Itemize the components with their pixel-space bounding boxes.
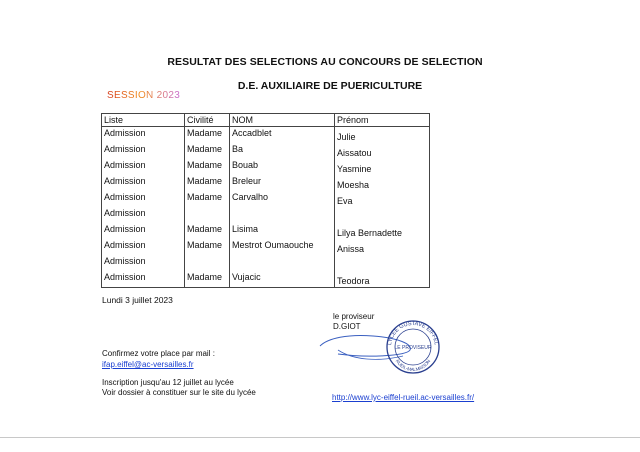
stamp-ring-text: LYCÉE GUSTAVE EIFFEL: [387, 320, 439, 346]
cell-prenom: Anissa: [335, 239, 430, 255]
column-header-civilite: Civilité: [185, 114, 230, 127]
table-body: [102, 127, 430, 288]
cell-civilite: Madame: [185, 127, 230, 144]
confirm-instructions: Confirmez votre place par mail :: [102, 349, 215, 358]
cell-nom: Accadblet: [230, 127, 335, 144]
results-table: [101, 113, 430, 288]
cell-nom: Bouab: [230, 159, 335, 175]
cell-nom: Vujacic: [230, 271, 335, 288]
cell-nom: [230, 207, 335, 223]
cell-liste: Admission: [102, 207, 185, 223]
cell-civilite: [185, 207, 230, 223]
document-date: Lundi 3 juillet 2023: [102, 295, 173, 305]
cell-nom: Mestrot Oumaouche: [230, 239, 335, 255]
table-row: [102, 239, 430, 255]
cell-civilite: Madame: [185, 271, 230, 288]
cell-prenom: Yasmine: [335, 159, 430, 175]
cell-nom: Carvalho: [230, 191, 335, 207]
cell-prenom: Lilya Bernadette: [335, 223, 430, 239]
inscription-notes: [102, 378, 256, 398]
inscription-deadline: Inscription jusqu'au 12 juillet au lycée: [102, 378, 234, 387]
page-edge-line: [0, 437, 640, 438]
table-header-row: [102, 114, 430, 127]
table-row: [102, 255, 430, 271]
cell-nom: Ba: [230, 143, 335, 159]
dossier-note: Voir dossier à constituer sur le site du lycée: [102, 388, 256, 397]
table-row: [102, 143, 430, 159]
stamp-center-text: LE PROVISEUR: [394, 345, 432, 351]
cell-civilite: Madame: [185, 191, 230, 207]
cell-prenom: [335, 255, 430, 271]
cell-prenom: Moesha: [335, 175, 430, 191]
table-row: [102, 175, 430, 191]
school-website-link[interactable]: http://www.lyc-eiffel-rueil.ac-versailles.fr/: [332, 393, 475, 402]
cell-civilite: Madame: [185, 159, 230, 175]
cell-liste: Admission: [102, 175, 185, 191]
session-label: SESSION 2023: [107, 90, 181, 101]
cell-civilite: Madame: [185, 143, 230, 159]
column-header-prenom: Prénom: [335, 114, 430, 127]
cell-liste: Admission: [102, 255, 185, 271]
cell-liste: Admission: [102, 159, 185, 175]
cell-prenom: Julie: [335, 127, 430, 144]
school-stamp: [318, 316, 448, 378]
cell-nom: Lisima: [230, 223, 335, 239]
cell-liste: Admission: [102, 239, 185, 255]
cell-liste: Admission: [102, 127, 185, 144]
cell-liste: Admission: [102, 191, 185, 207]
table-row: [102, 127, 430, 144]
cell-prenom: Aissatou: [335, 143, 430, 159]
cell-prenom: [335, 207, 430, 223]
column-header-liste: Liste: [102, 114, 185, 127]
table-row: [102, 207, 430, 223]
table-row: [102, 223, 430, 239]
column-header-nom: NOM: [230, 114, 335, 127]
cell-liste: Admission: [102, 223, 185, 239]
cell-nom: [230, 255, 335, 271]
contact-email-link[interactable]: ifap.eiffel@ac-versailles.fr: [102, 360, 194, 369]
signature-title: le proviseur: [333, 312, 375, 321]
signature-name: D.GIOT: [333, 322, 361, 331]
cell-civilite: [185, 255, 230, 271]
document-subtitle: D.E. AUXILIAIRE DE PUERICULTURE: [237, 80, 423, 92]
table-row: [102, 271, 430, 288]
stamp-bottom-text: RUEIL-MALMAISON: [394, 358, 432, 373]
cell-civilite: Madame: [185, 175, 230, 191]
cell-liste: Admission: [102, 143, 185, 159]
cell-nom: Breleur: [230, 175, 335, 191]
cell-civilite: Madame: [185, 239, 230, 255]
table-row: [102, 191, 430, 207]
cell-liste: Admission: [102, 271, 185, 288]
table-row: [102, 159, 430, 175]
cell-prenom: Teodora: [335, 271, 430, 288]
cell-civilite: Madame: [185, 223, 230, 239]
document-title: RESULTAT DES SELECTIONS AU CONCOURS DE SELECTION: [167, 56, 483, 68]
cell-prenom: Eva: [335, 191, 430, 207]
